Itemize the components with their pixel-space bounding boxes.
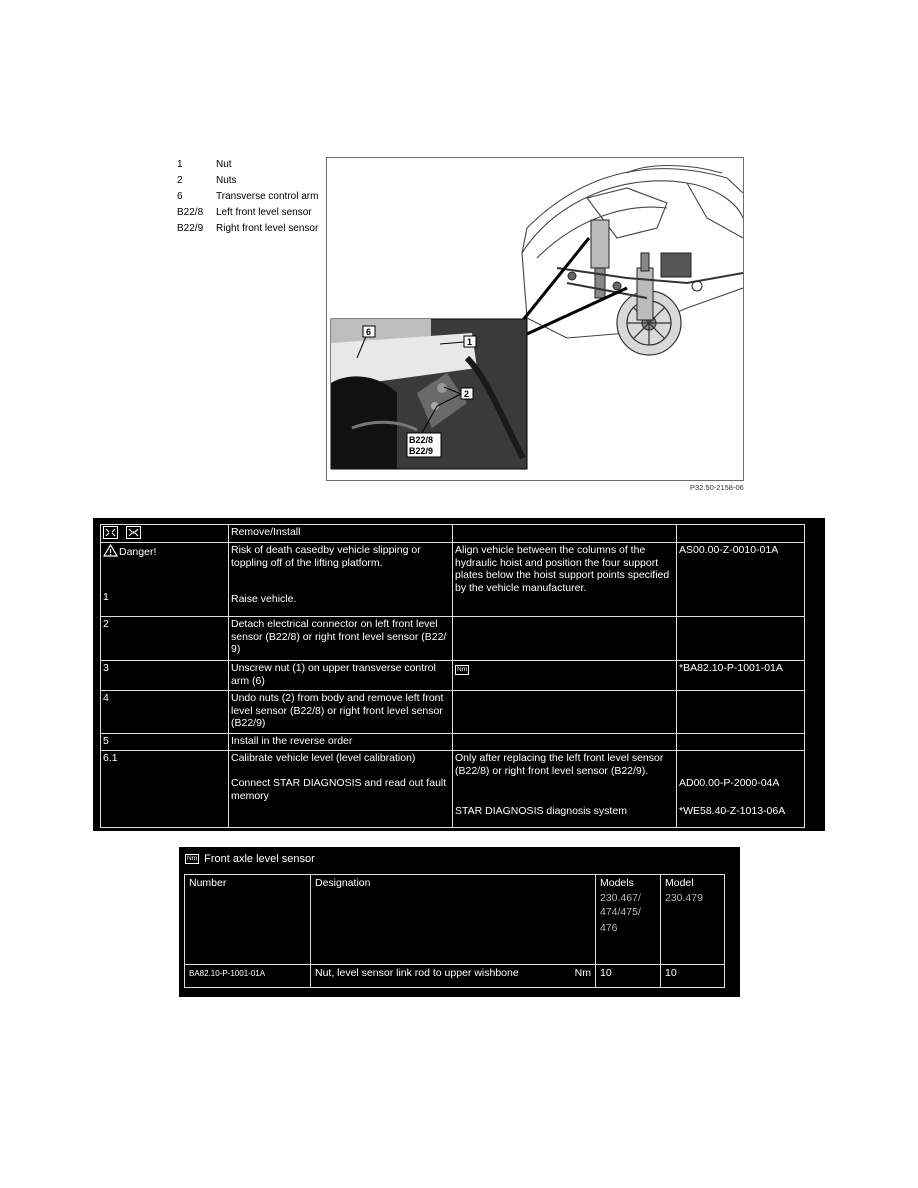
spec-unit: Nm	[574, 967, 591, 979]
danger-note: Align vehicle between the columns of the hydraulic hoist and position the four support plates below the hoist support points specified by the vehicle manufacturer.	[453, 543, 677, 617]
step-number: 2	[101, 617, 229, 661]
header-model: Model	[665, 877, 694, 889]
header-models-codes: 230.467/ 474/475/	[600, 892, 641, 918]
figure-legend	[177, 157, 318, 237]
step-tool-note: STAR DIAGNOSIS diagnosis system	[455, 805, 627, 817]
header-number: Number	[185, 875, 311, 965]
table-row	[101, 543, 805, 617]
car-front-axle-drawing	[327, 158, 743, 480]
legend-text: Nuts	[216, 175, 237, 186]
procedure-table	[93, 518, 825, 831]
step-text: Undo nuts (2) from body and remove left front level sensor (B22/8) or right front level sensor (B22/9)	[229, 691, 453, 734]
legend-id: 6	[177, 191, 183, 202]
torque-title: Front axle level sensor	[204, 853, 315, 865]
step-note: Only after replacing the left front level sensor (B22/8) or right front level sensor (B22/9).	[455, 752, 664, 777]
remove-symbol-icon	[103, 526, 118, 539]
step-text: Calibrate vehicle level (level calibration)	[231, 752, 416, 764]
step-text: Unscrew nut (1) on upper transverse control arm (6)	[229, 661, 453, 691]
step-text: Install in the reverse order	[229, 734, 453, 751]
legend-row	[177, 205, 318, 221]
danger-label-wrap	[103, 544, 226, 559]
warning-triangle-icon	[103, 544, 118, 557]
section-title: Remove/Install	[229, 525, 453, 543]
legend-id: 2	[177, 175, 183, 186]
header-models: Models	[600, 877, 634, 889]
callout-1: 1	[467, 337, 473, 347]
component-illustration	[326, 157, 744, 481]
torque-nm-icon: Nm	[457, 666, 468, 673]
step-reference: AD00.00-P-2000-04A	[679, 777, 780, 789]
legend-id: B22/8	[177, 207, 204, 218]
header-model-code: 230.479	[665, 892, 703, 904]
header-designation: Designation	[311, 875, 596, 965]
callout-b22-9: B22/9	[409, 446, 434, 456]
callout-b22-8: B22/8	[409, 435, 434, 445]
legend-text: Nut	[216, 159, 232, 170]
legend-id: B22/9	[177, 223, 204, 234]
callout-6: 6	[366, 327, 372, 337]
header-models-codes-2: 476	[600, 922, 618, 934]
legend-id: 1	[177, 159, 183, 170]
tool-symbols-cell	[101, 525, 229, 543]
step-tool-reference: *WE58.40-Z-1013-06A	[679, 805, 786, 817]
step-number: 1	[103, 590, 109, 603]
legend-row	[177, 189, 318, 205]
step-number: 3	[101, 661, 229, 691]
step-subtext: Connect STAR DIAGNOSIS and read out fault memory	[231, 777, 447, 802]
step-text: Raise vehicle.	[231, 593, 297, 605]
step-number: 5	[101, 734, 229, 751]
table-row	[101, 734, 805, 751]
spec-designation: Nut, level sensor link rod to upper wishbone	[315, 967, 519, 979]
step-number: 4	[101, 691, 229, 734]
table-row	[101, 617, 805, 661]
table-row	[101, 691, 805, 734]
table-header-row	[185, 875, 725, 965]
legend-row	[177, 173, 318, 189]
step-text: Detach electrical connector on left front level sensor (B22/8) or right front level sensor (B22/ 9)	[229, 617, 453, 661]
spec-value-models: 10	[596, 965, 661, 988]
legend-row	[177, 221, 318, 237]
table-row	[185, 965, 725, 988]
legend-text: Right front level sensor	[216, 223, 319, 234]
legend-row	[177, 157, 318, 173]
torque-table-title	[185, 853, 315, 865]
install-symbol-icon	[126, 526, 141, 539]
step-number: 6.1	[101, 751, 229, 828]
torque-nm-icon: Nm	[187, 855, 198, 862]
table-row	[101, 751, 805, 828]
torque-specification-table	[179, 847, 740, 997]
callout-2: 2	[464, 389, 470, 399]
table-row	[101, 661, 805, 691]
figure-code: P32.50-2158-06	[690, 483, 744, 492]
danger-text: Risk of death casedby vehicle slipping or toppling off of the lifting platform.	[231, 544, 421, 569]
spec-number: BA82.10-P-1001-01A	[185, 965, 311, 988]
table-header-row	[101, 525, 805, 543]
legend-text: Left front level sensor	[216, 207, 312, 218]
step-reference: *BA82.10-P-1001-01A	[677, 661, 805, 691]
spec-value-model: 10	[661, 965, 725, 988]
danger-reference: AS00.00-Z-0010-01A	[677, 543, 805, 617]
legend-text: Transverse control arm	[216, 191, 319, 202]
danger-label: Danger!	[119, 546, 157, 558]
